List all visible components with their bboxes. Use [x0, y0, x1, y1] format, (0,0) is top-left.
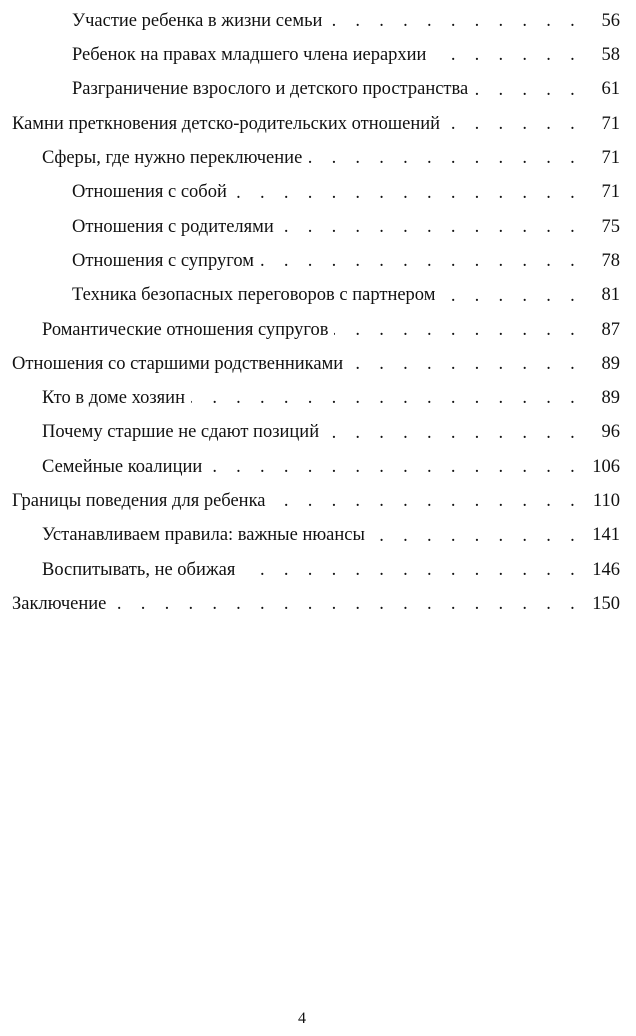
dot-leader: [308, 149, 582, 167]
toc-entry-page: 71: [582, 183, 620, 202]
toc-entry-title: Сферы, где нужно переключение: [42, 149, 308, 168]
toc-entry-title: Ребенок на правах младшего члена иерархии: [72, 46, 432, 65]
toc-entry-page: 75: [582, 218, 620, 237]
dot-leader: [328, 12, 582, 30]
toc-entry-page: 89: [582, 355, 620, 374]
toc-entry-title: Романтические отношения супругов: [42, 321, 334, 340]
toc-entry-title: Отношения с супругом: [72, 252, 260, 271]
dot-leader: [474, 81, 582, 99]
dot-leader: [208, 458, 582, 476]
toc-entry-page: 71: [582, 149, 620, 168]
toc-entry-page: 89: [582, 389, 620, 408]
toc-entry-title: Разграничение взрослого и детского пространства: [72, 80, 474, 99]
toc-entry: [0, 347, 620, 381]
toc-entry: [0, 4, 620, 38]
toc-entry: [0, 141, 620, 175]
toc-entry: [0, 518, 620, 552]
toc-entry-page: 78: [582, 252, 620, 271]
dot-leader: [272, 492, 583, 510]
toc-entry-page: 56: [582, 12, 620, 31]
toc-entry-title: Камни преткновения детско-родительских отношений: [12, 115, 446, 134]
toc-entry-page: 150: [582, 595, 620, 614]
toc-entry-page: 71: [582, 115, 620, 134]
dot-leader: [441, 287, 582, 305]
page-number: 4: [298, 1010, 306, 1027]
toc-entry: [0, 450, 620, 484]
toc-entry-title: Отношения со старшими родственниками: [12, 355, 349, 374]
toc-entry-page: 87: [582, 321, 620, 340]
toc-entry: [0, 210, 620, 244]
dot-leader: [280, 218, 582, 236]
toc-entry-page: 96: [582, 423, 620, 442]
toc-entry-title: Устанавливаем правила: важные нюансы: [42, 526, 371, 545]
toc-entry-title: Техника безопасных переговоров с партнером: [72, 286, 441, 305]
toc-entry-title: Кто в доме хозяин: [42, 389, 191, 408]
dot-leader: [241, 561, 582, 579]
toc-entry: [0, 381, 620, 415]
toc-entry: [0, 416, 620, 450]
toc-entry-title: Отношения с собой: [72, 183, 233, 202]
toc-entry-title: Отношения с родителями: [72, 218, 280, 237]
toc-entry-title: Заключение: [12, 595, 112, 614]
toc-entry-page: 81: [582, 286, 620, 305]
dot-leader: [371, 527, 582, 545]
toc-entry-title: Участие ребенка в жизни семьи: [72, 12, 328, 31]
dot-leader: [446, 115, 582, 133]
toc-entry: [0, 553, 620, 587]
toc-entry: [0, 107, 620, 141]
toc-entry: [0, 175, 620, 209]
dot-leader: [334, 321, 582, 339]
dot-leader: [233, 184, 582, 202]
toc-entry-title: Семейные коалиции: [42, 458, 208, 477]
dot-leader: [349, 355, 582, 373]
toc-entry-page: 106: [582, 458, 620, 477]
toc-entry: [0, 278, 620, 312]
toc-entry: [0, 244, 620, 278]
toc-entry: [0, 484, 620, 518]
toc-entry: [0, 313, 620, 347]
toc-entry-page: 61: [582, 80, 620, 99]
toc-entry: [0, 587, 620, 621]
toc-entry: [0, 73, 620, 107]
toc-entry-page: 146: [582, 561, 620, 580]
toc-entry-title: Воспитывать, не обижая: [42, 561, 241, 580]
toc-entry-page: 141: [582, 526, 620, 545]
dot-leader: [432, 46, 582, 64]
dot-leader: [191, 389, 582, 407]
table-of-contents: [0, 4, 620, 621]
dot-leader: [260, 252, 582, 270]
toc-entry: [0, 38, 620, 72]
dot-leader: [325, 424, 582, 442]
toc-entry-page: 110: [582, 492, 620, 511]
toc-entry-page: 58: [582, 46, 620, 65]
toc-entry-title: Почему старшие не сдают позиций: [42, 423, 325, 442]
dot-leader: [112, 595, 582, 613]
toc-entry-title: Границы поведения для ребенка: [12, 492, 272, 511]
